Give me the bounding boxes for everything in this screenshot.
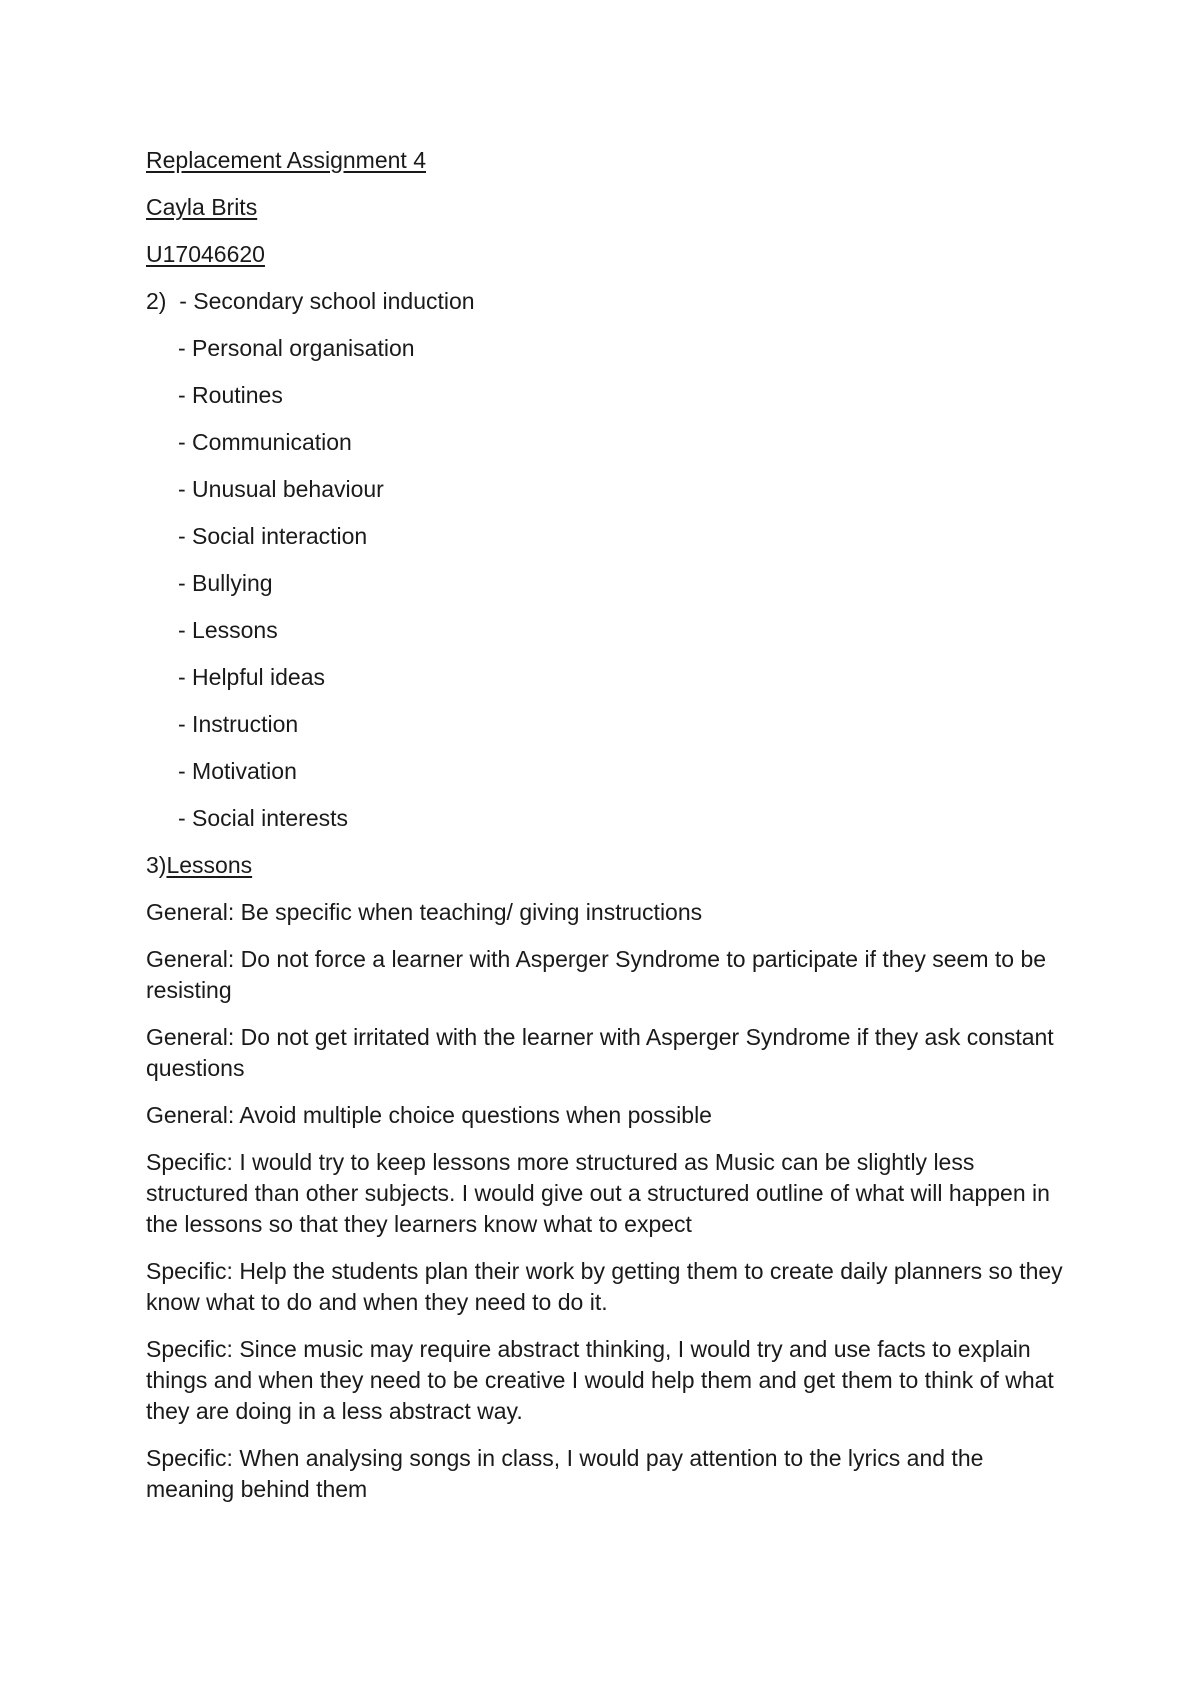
paragraph: Specific: Help the students plan their work by getting them to create daily planners so they know what to do and when they need to do it. (146, 1258, 1063, 1315)
student-name: Cayla Brits (146, 194, 258, 220)
paragraph: Specific: I would try to keep lessons more structured as Music can be slightly less structured than other subjects. I would give out a structured outline of what will happen in the lessons so that they learners know what to expect (146, 1149, 1050, 1237)
list-item: - Lessons (178, 617, 278, 643)
student-number: U17046620 (146, 241, 265, 267)
list-item: - Social interaction (178, 523, 368, 549)
paragraph: General: Be specific when teaching/ giving instructions (146, 899, 703, 925)
paragraph: General: Do not force a learner with Asperger Syndrome to participate if they seem to be resisting (146, 946, 1047, 1003)
list-item: - Secondary school induction (179, 288, 475, 314)
question-2-first-line (146, 286, 1066, 317)
list-item: - Personal organisation (178, 335, 415, 361)
list-item: - Motivation (178, 758, 297, 784)
list-item: - Routines (178, 382, 283, 408)
question-2-number: 2) (146, 288, 167, 314)
question-3-number: 3) (146, 852, 167, 878)
question-3-heading: Lessons (166, 852, 253, 878)
list-item: - Communication (178, 429, 352, 455)
list-item: - Instruction (178, 711, 299, 737)
question-3-heading-line (146, 850, 1066, 881)
list-item: - Helpful ideas (178, 664, 326, 690)
paragraph: Specific: Since music may require abstract thinking, I would try and use facts to explain things and when they need to be creative I would help them and get them to think of what they are doing in a less abstract way. (146, 1336, 1054, 1424)
document-title: Replacement Assignment 4 (146, 147, 426, 173)
document-page (146, 145, 1066, 1521)
list-item: - Unusual behaviour (178, 476, 384, 502)
paragraph: General: Avoid multiple choice questions when possible (146, 1102, 712, 1128)
paragraph: General: Do not get irritated with the learner with Asperger Syndrome if they ask constant questions (146, 1024, 1054, 1081)
paragraph: Specific: When analysing songs in class, I would pay attention to the lyrics and the meaning behind them (146, 1445, 984, 1502)
list-item: - Social interests (178, 805, 349, 831)
list-item: - Bullying (178, 570, 273, 596)
